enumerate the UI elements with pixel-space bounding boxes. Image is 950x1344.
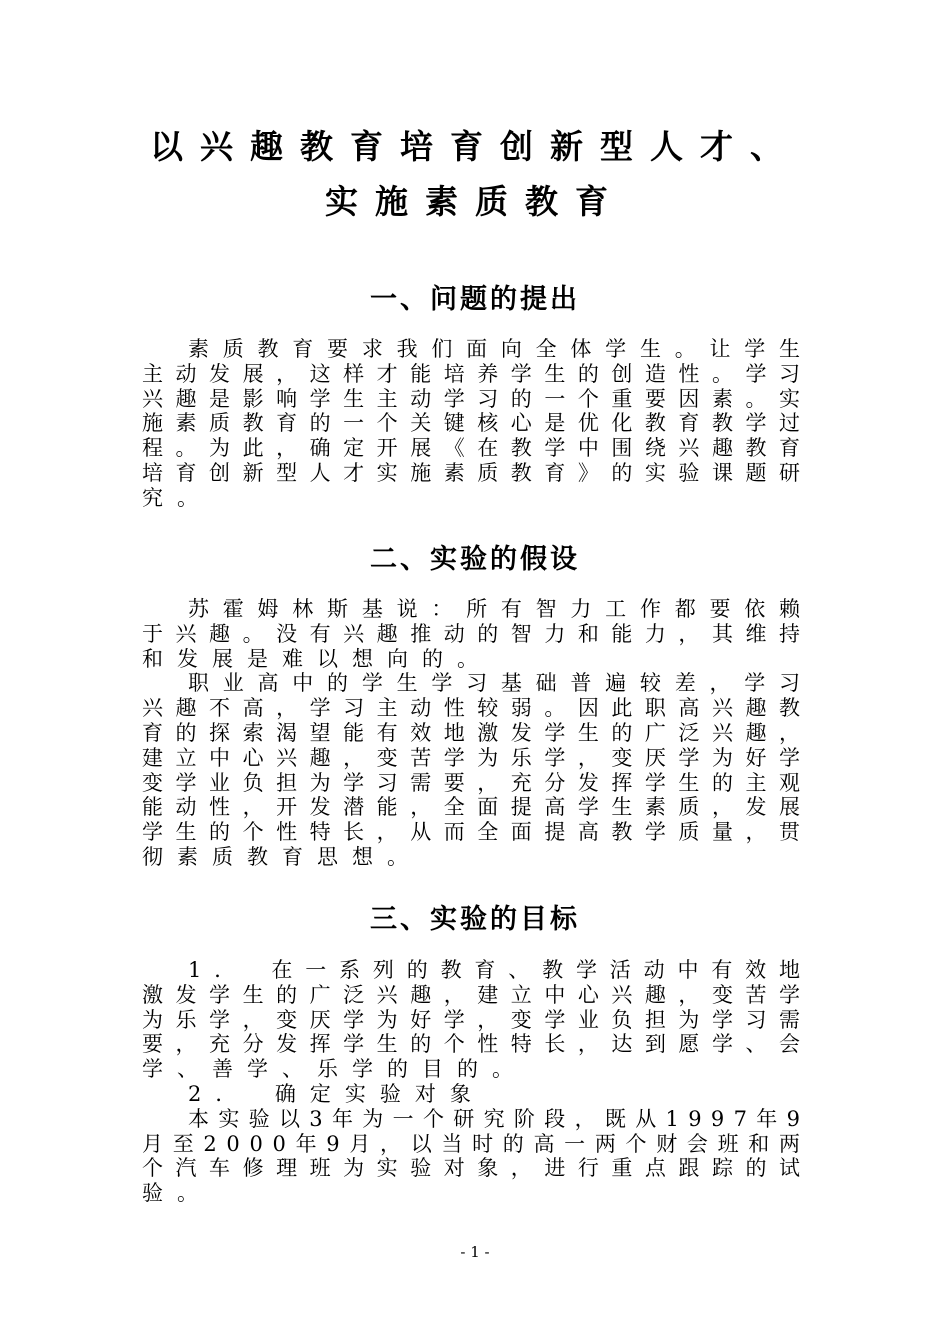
paragraph-line: 为乐学，变厌学为好学，变学业负担为学习需 <box>142 1007 813 1032</box>
paragraph-line: 彻素质教育思想。 <box>142 844 422 869</box>
paragraph-line: 要，充分发挥学生的个性特长，达到愿学、会 <box>142 1032 813 1057</box>
paragraph-line: 建立中心兴趣，变苦学为乐学，变厌学为好学 <box>142 745 813 770</box>
section-body-3 <box>142 958 813 1206</box>
paragraph-line: 素质教育要求我们面向全体学生。让学生 <box>188 337 814 361</box>
paragraph-line: 学、善学、乐学的目的。 <box>142 1057 527 1082</box>
paragraph-line: 验。 <box>142 1181 212 1206</box>
paragraph-line: 程。为此，确定开展《在教学中围绕兴趣教育 <box>142 436 813 461</box>
paragraph-line: 兴趣不高，学习主动性较弱。因此职高兴趣教 <box>142 696 813 721</box>
paragraph-line: 育的探索渴望能有效地激发学生的广泛兴趣， <box>142 720 813 745</box>
paragraph-line: 于兴趣。没有兴趣推动的智力和能力，其维持 <box>142 621 813 646</box>
paragraph-line: 职业高中的学生学习基础普遍较差，学习 <box>188 671 814 696</box>
paragraph-line: 月至2000年9月，以当时的高一两个财会班和两 <box>142 1131 810 1156</box>
page-number: - 1 - <box>460 1243 490 1261</box>
paragraph-line: 培育创新型人才实施素质教育》的实验课题研 <box>142 460 813 485</box>
paragraph-line: 主动发展，这样才能培养学生的创造性。学习 <box>142 361 813 386</box>
paragraph-line: 施素质教育的一个关键核心是优化教育教学过 <box>142 411 813 436</box>
paragraph-line: 2． 确定实验对象 <box>188 1081 485 1106</box>
document-title-line-2: 实施素质教育 <box>325 182 625 221</box>
section-body-2 <box>142 597 814 870</box>
paragraph-line: 能动性，开发潜能，全面提高学生素质，发展 <box>142 795 813 820</box>
paragraph-line: 本实验以3年为一个研究阶段，既从1997年9 <box>188 1106 810 1131</box>
section-body-1 <box>142 337 814 511</box>
paragraph-line: 变学业负担为学习需要，充分发挥学生的主观 <box>142 770 813 795</box>
section-heading-1: 一、问题的提出 <box>370 284 580 315</box>
paragraph-line: 兴趣是影响学生主动学习的一个重要因素。实 <box>142 386 813 411</box>
section-heading-3: 三、实验的目标 <box>370 904 580 935</box>
paragraph-line: 学生的个性特长，从而全面提高教学质量，贯 <box>142 820 813 845</box>
paragraph-line: 究。 <box>142 485 212 510</box>
paragraph-line: 1． 在一系列的教育、教学活动中有效地 <box>188 958 813 982</box>
paragraph-line: 和发展是难以想向的。 <box>142 646 492 671</box>
paragraph-line: 苏霍姆林斯基说：所有智力工作都要依赖 <box>188 597 814 621</box>
document-title-line-1: 以兴趣教育培育创新型人才、 <box>150 127 800 166</box>
section-heading-2: 二、实验的假设 <box>370 544 580 575</box>
paragraph-line: 个汽车修理班为实验对象，进行重点跟踪的试 <box>142 1156 813 1181</box>
paragraph-line: 激发学生的广泛兴趣，建立中心兴趣，变苦学 <box>142 982 813 1007</box>
